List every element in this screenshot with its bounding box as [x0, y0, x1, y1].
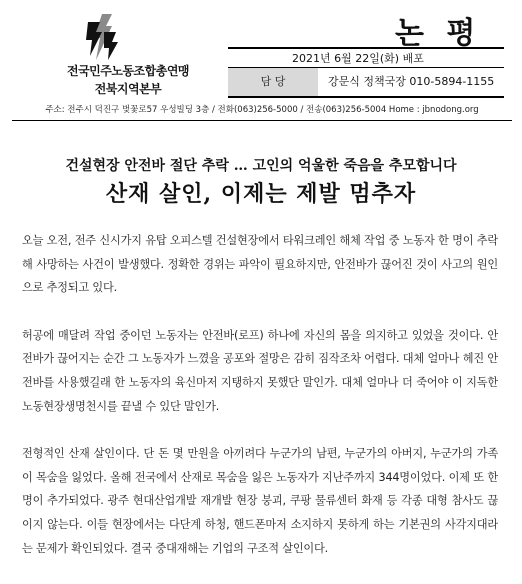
paragraph: 오늘 오전, 전주 신시가지 유탑 오피스텔 건설현장에서 타워크레인 해체 작업 중 노동자 한 명이 추락해 사망하는 사건이 발생했다. 정확한 경위는 파악이 필요하지만, 안전바가 끊어진 것이 사고의 원인으로 추정되고 있다.: [22, 234, 498, 295]
contact-label: 담 당: [228, 68, 318, 96]
document-type-title: 논 평: [395, 16, 482, 51]
article-subtitle: 건설현장 안전바 절단 추락 … 고인의 억울한 죽음을 추모합니다: [65, 158, 457, 174]
article-title: 산재 살인, 이제는 제발 멈추자: [105, 181, 417, 207]
contact-row: [228, 68, 504, 96]
address-rule: [12, 120, 512, 121]
org-name-line1: 전국민주노동조합총연맹: [66, 64, 189, 78]
header-rule-top: [228, 47, 504, 49]
address-bar: 주소: 전주시 덕진구 벚꽃로57 우성빌딩 3층 / 전화(063)256-5000 / 전송(063)256-5004 Home : jbnodong.org: [45, 105, 479, 115]
union-logo: [82, 12, 122, 62]
release-date: 2021년 6월 22일(화) 배포: [292, 52, 424, 65]
paragraph: 허공에 매달려 작업 중이던 노동자는 안전바(로프) 하나에 자신의 몸을 의지하고 있었을 것이다. 안전바가 끊어지는 순간 그 노동자가 느꼈을 공포와 절망은 감히 짐작조차 어렵다. 대체 얼마나 헤진 안전바를 사용했길래 한 노동자의 육신마저 지탱하지 못했단 말인가. 대체 얼마나 더 죽어야 이 지독한 노동현장생명천시를 끝낼 수 있단 말인가.: [22, 328, 498, 413]
header-rule-bottom: [228, 96, 504, 98]
contact-value: 강문식 정책국장 010-5894-1155: [328, 75, 495, 88]
article-body: [22, 229, 498, 584]
org-name-line2: 전북지역본부: [94, 82, 162, 96]
paragraph: 전형적인 산재 살인이다. 단 돈 몇 만원을 아끼려다 누군가의 남편, 누군가의 아버지, 누군가의 가족이 목숨을 잃었다. 올해 전국에서 산재로 목숨을 잃은 노동자가 지난주까지 344명이었다. 이제 또 한 명이 추가되었다. 광주 현대산업개발 재개발 현장 붕괴, 쿠팡 물류센터 화재 등 각종 대형 참사도 끊이지 않는다. 이들 현장에서는 다단계 하청, 핸드폰마저 소지하지 못하게 하는 기본권의 사각지대라는 문제가 확인되었다. 결국 중대재해는 기업의 구조적 살인이다.: [22, 447, 498, 555]
